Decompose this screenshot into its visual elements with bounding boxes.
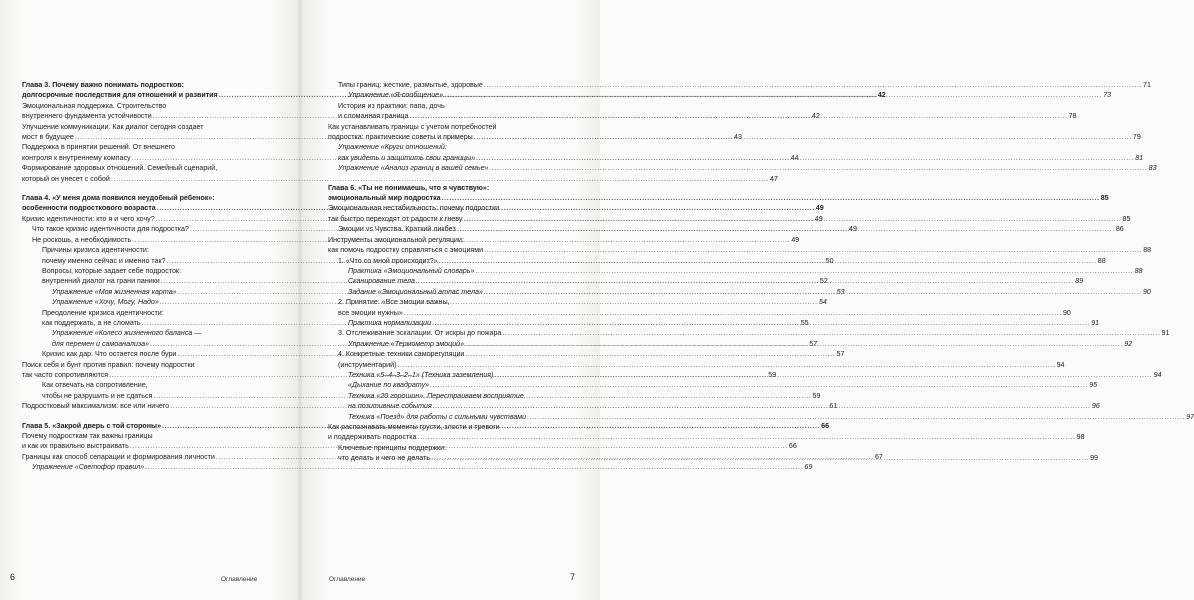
toc-entry-line: Как устанавливать границы с учетом потребностей	[328, 122, 497, 131]
toc-entry-title: Подростковый максимализм: все или ничего	[22, 402, 170, 411]
toc-entry	[328, 328, 1170, 338]
toc-entry-title: Упражнение «Моя жизненная карта»	[52, 287, 177, 296]
toc-leader-dots	[409, 111, 1067, 121]
toc-page-number: 44	[790, 153, 799, 162]
toc-chapter-entry	[328, 193, 1109, 203]
toc-entry-title: и сломанная граница	[338, 112, 409, 121]
toc-leader-dots	[416, 276, 1074, 286]
toc-entry-title: как поддержать, а не сломать	[42, 318, 141, 327]
toc-leader-dots	[476, 153, 1134, 163]
toc-leader-dots	[527, 412, 1185, 422]
toc-entry-title: Что такое кризис идентичности для подростка?	[32, 225, 189, 234]
toc-entry-title: Границы как способ сепарации и формирования личности	[22, 452, 215, 461]
toc-entry-title: чтобы не разрушить и не сдаться	[42, 391, 153, 400]
toc-entry-title: 1. «Что со мной происходит?»	[338, 256, 438, 265]
toc-entry-title: так быстро переходят от радости к гневу	[328, 214, 463, 223]
toc-page-number: 94	[1056, 360, 1065, 369]
left-page-number: 6	[10, 572, 16, 582]
toc-page-number: 79	[1132, 133, 1141, 142]
toc-entry-title: Эмоции vs Чувства. Краткий ликбез	[338, 225, 456, 234]
toc-page-number: 91	[1161, 329, 1170, 338]
toc-entry-title: Кризис идентичности: кто я и чего хочу?	[22, 214, 155, 223]
toc-entry-title: внутренний диалог на грани паники	[42, 277, 160, 286]
toc-entry-title: контроля к внутреннему компасу	[22, 153, 131, 162]
toc-entry-title: Практика «Эмоциональный словарь»	[348, 266, 475, 275]
toc-entry-title: Упражнение «Хочу, Могу, Надо»	[52, 298, 159, 307]
toc-chapter-title: Глава 6. «Ты не понимаешь, что я чувствую»:	[328, 183, 490, 192]
toc-page-number: 53	[836, 287, 845, 296]
toc-page-number: 81	[1135, 153, 1144, 162]
toc-chapter-title: Глава 4. «У меня дома появился неудобный ребенок»:	[22, 194, 215, 203]
toc-entry-title: что делать и чего не делать	[338, 454, 430, 463]
toc-entry-title: Упражнение «Светофор правил»	[32, 463, 145, 472]
toc-entry-title: на позитивные события	[348, 402, 432, 411]
toc-entry-title: Сканирование тела	[348, 277, 415, 286]
toc-page-number: 94	[1153, 370, 1162, 379]
toc-page-number: 47	[770, 174, 778, 183]
toc-page-number: 99	[1090, 454, 1098, 463]
toc-entry	[22, 174, 778, 184]
toc-entry-line: Инструменты эмоциональной регуляции:	[328, 235, 464, 244]
left-footer: Оглавление	[221, 576, 258, 583]
toc-entry-line: Ключевые принципы поддержки:	[338, 443, 447, 452]
toc-leader-dots	[463, 214, 1121, 224]
toc-page-number: 61	[829, 402, 838, 411]
toc-page-number: 89	[1075, 277, 1084, 286]
toc-page-number: 90	[1142, 287, 1151, 296]
section-gap	[22, 412, 260, 421]
toc-entry-title: подростка: практические советы и примеры	[328, 133, 473, 142]
toc-page-number: 83	[1148, 164, 1157, 173]
toc-page-number: 52	[819, 277, 828, 286]
toc-page-number: 50	[825, 256, 834, 265]
toc-page-number: 49	[791, 235, 800, 244]
toc-page-number: 66	[788, 442, 797, 451]
toc-page-number: 92	[1124, 339, 1133, 348]
toc-entry-title: все эмоции нужны»	[338, 308, 403, 317]
toc-entry-title: почему именно сейчас и именно так?	[42, 256, 166, 265]
toc-chapter-title: Глава 3. Почему важно понимать подростков:	[22, 81, 185, 89]
toc-entry-title: Не роскошь, а необходимость	[32, 235, 132, 244]
toc-entry-line: Как распознавать моменты грусти, злости и тревоги	[328, 423, 500, 431]
toc-entry-title: так часто сопротивляются	[22, 370, 109, 379]
toc-entry	[328, 245, 1152, 255]
toc-entry-title: особенности подросткового возраста	[22, 204, 156, 213]
toc-entry-title: Глава 5. «Закрой дверь с той стороны»	[22, 421, 162, 430]
toc-page-number: 85	[1122, 214, 1131, 223]
toc-page-number: 98	[1076, 433, 1085, 442]
toc-entry	[328, 432, 1085, 442]
toc-page-number: 54	[818, 298, 827, 307]
toc-leader-dots	[404, 308, 1062, 318]
toc-entry-title: и как их правильно выстраивать	[22, 442, 129, 451]
toc-page-number: 49	[814, 214, 823, 223]
toc-entry-title: (инструментарий)	[338, 360, 397, 369]
toc-page-number: 95	[1089, 381, 1098, 390]
toc-leader-dots	[494, 370, 1152, 380]
section-gap	[22, 184, 260, 193]
toc-page-number: 55	[800, 318, 809, 327]
toc-leader-dots	[475, 266, 1133, 276]
toc-entry-title: эмоциональный мир подростка	[328, 194, 441, 203]
toc-page-number: 73	[1103, 91, 1112, 100]
toc-entry-line: Эмоциональная поддержка. Строительство	[22, 101, 167, 110]
toc-entry-title: как увидеть и защитить свои границы»	[338, 153, 476, 162]
toc-leader-dots	[474, 132, 1132, 142]
toc-page-number: 57	[836, 350, 845, 359]
toc-page-number: 66	[821, 421, 830, 430]
toc-entry-title: 3. Отслеживание эскалации. От искры до пожара	[338, 329, 502, 338]
toc-entry-line: Почему подросткам так важны границы	[22, 432, 153, 440]
toc-entry-line: Техника «20 горошин». Перестраиваем восприятие	[348, 391, 524, 400]
toc-leader-dots	[484, 245, 1142, 255]
toc-page-number: 97	[1186, 412, 1194, 421]
toc-entry	[328, 266, 1143, 276]
toc-entry-title: как помочь подростку справляться с эмоциями	[328, 246, 484, 255]
toc-entry-title: и поддерживать подростка	[328, 433, 417, 442]
toc-leader-dots	[418, 432, 1076, 442]
toc-leader-dots	[439, 256, 1097, 266]
toc-entry-title: для перемен и самоанализа»	[52, 339, 150, 348]
toc-page-number: 96	[1091, 402, 1100, 411]
toc-page-number: 88	[1143, 246, 1152, 255]
toc-leader-dots	[432, 318, 1090, 328]
toc-leader-dots	[431, 453, 1089, 463]
right-page-number: 7	[570, 572, 576, 582]
toc-leader-dots	[444, 90, 1102, 100]
toc-entry-title: Практика нормализации	[348, 318, 432, 327]
toc-entry-line: Поиск себя и бунт против правил: почему подростки	[22, 360, 195, 369]
toc-entry-line: Упражнение «Колесо жизненного баланса —	[52, 329, 202, 338]
toc-entry	[328, 412, 1194, 422]
toc-entry-line: История из практики: папа, дочь	[338, 101, 445, 110]
toc-page-number: 90	[1062, 308, 1071, 317]
toc-page-number: 59	[812, 391, 821, 400]
toc-page-number: 43	[734, 133, 742, 142]
toc-entry-line: Поддержка в принятии решений. От внешнего	[22, 143, 175, 152]
toc-entry-title: «Дыхание по квадрату»	[348, 381, 430, 390]
toc-entry-title: долгосрочные последствия для отношений и развития	[22, 91, 218, 100]
toc-page-number: 69	[804, 463, 813, 472]
toc-entry	[328, 80, 1151, 90]
toc-entry-title: который он унесет с собой	[22, 174, 110, 183]
toc-page-number: 67	[874, 452, 883, 461]
toc-entry-title: Упражнение «Я-сообщение»	[348, 91, 444, 100]
toc-page-number: 88	[1134, 266, 1143, 275]
toc-entry-line: Преодоление кризиса идентичности:	[42, 308, 164, 317]
toc-page-number: 91	[1091, 318, 1100, 327]
toc-entry	[22, 462, 813, 472]
toc-entry-line: 4. Конкретные техники саморегуляции	[338, 350, 465, 359]
toc-leader-dots	[397, 360, 1055, 370]
toc-leader-dots	[484, 287, 1142, 297]
toc-entry-title: Кризис как дар. Что остается после бури	[42, 350, 177, 359]
toc-entry	[328, 163, 1157, 173]
toc-page-number: 42	[811, 112, 820, 121]
toc-leader-dots	[433, 401, 1091, 411]
toc-entry-title: Типы границ: жесткие, размытые, здоровые	[338, 81, 483, 89]
toc-leader-dots	[465, 339, 1123, 349]
toc-leader-dots	[457, 224, 1115, 234]
toc-entry-title: Техника «5–4–3–2–1» (Техника заземления)	[348, 370, 494, 379]
toc-entry-line: 2. Принятие: «Все эмоции важны,	[338, 298, 450, 307]
toc-entry-line: Улучшение коммуникации. Как диалог сегодня создает	[22, 122, 204, 131]
toc-entry-title: Техника «Поезд» для работы с сильными чувствами	[348, 412, 527, 421]
toc-leader-dots	[430, 380, 1088, 390]
toc-page-number: 85	[1100, 194, 1109, 203]
toc-entry-title: мост в будущее	[22, 133, 74, 142]
toc-page-number: 57	[809, 339, 818, 348]
toc-entry-line: Формирование здоровых отношений. Семейный сценарий,	[22, 164, 218, 173]
toc-page-number: 42	[877, 91, 886, 100]
toc-page-number: 71	[1143, 81, 1151, 89]
toc-entry	[328, 308, 1071, 318]
toc-page-number: 78	[1068, 112, 1077, 121]
toc-entry	[328, 380, 1098, 390]
toc-entry-line: Вопросы, которые задает себе подросток:	[42, 266, 181, 275]
toc-leader-dots	[484, 80, 1142, 90]
toc-page-number: 86	[1115, 225, 1124, 234]
toc-leader-dots	[502, 328, 1160, 338]
toc-entry-title: Упражнение «Термометр эмоций»	[348, 339, 465, 348]
toc-page-number: 59	[768, 370, 777, 379]
toc-page-number: 49	[815, 204, 824, 213]
right-footer: Оглавление	[329, 576, 366, 583]
toc-leader-dots	[489, 163, 1147, 173]
toc-entry-line: Эмоциональная нестабильность: почему подростки	[328, 204, 500, 213]
toc-entry-line: Причины кризиса идентичности:	[42, 246, 149, 255]
toc-entry-title: Упражнение «Анализ границ в вашей семье»	[338, 164, 489, 173]
toc-entry-line: Как отвечать на сопротивление,	[42, 381, 148, 390]
toc-page-number: 49	[849, 225, 857, 234]
toc-page-number: 88	[1097, 256, 1106, 265]
toc-entry	[328, 360, 1065, 370]
toc-entry-title: Задание «Эмоциональный атлас тела»	[348, 287, 483, 296]
toc-entry-line: Упражнение «Круги отношений:	[338, 143, 447, 152]
section-gap	[328, 174, 572, 183]
toc-entry-title: внутреннего фундамента устойчивости	[22, 112, 152, 121]
toc-leader-dots	[442, 193, 1100, 203]
